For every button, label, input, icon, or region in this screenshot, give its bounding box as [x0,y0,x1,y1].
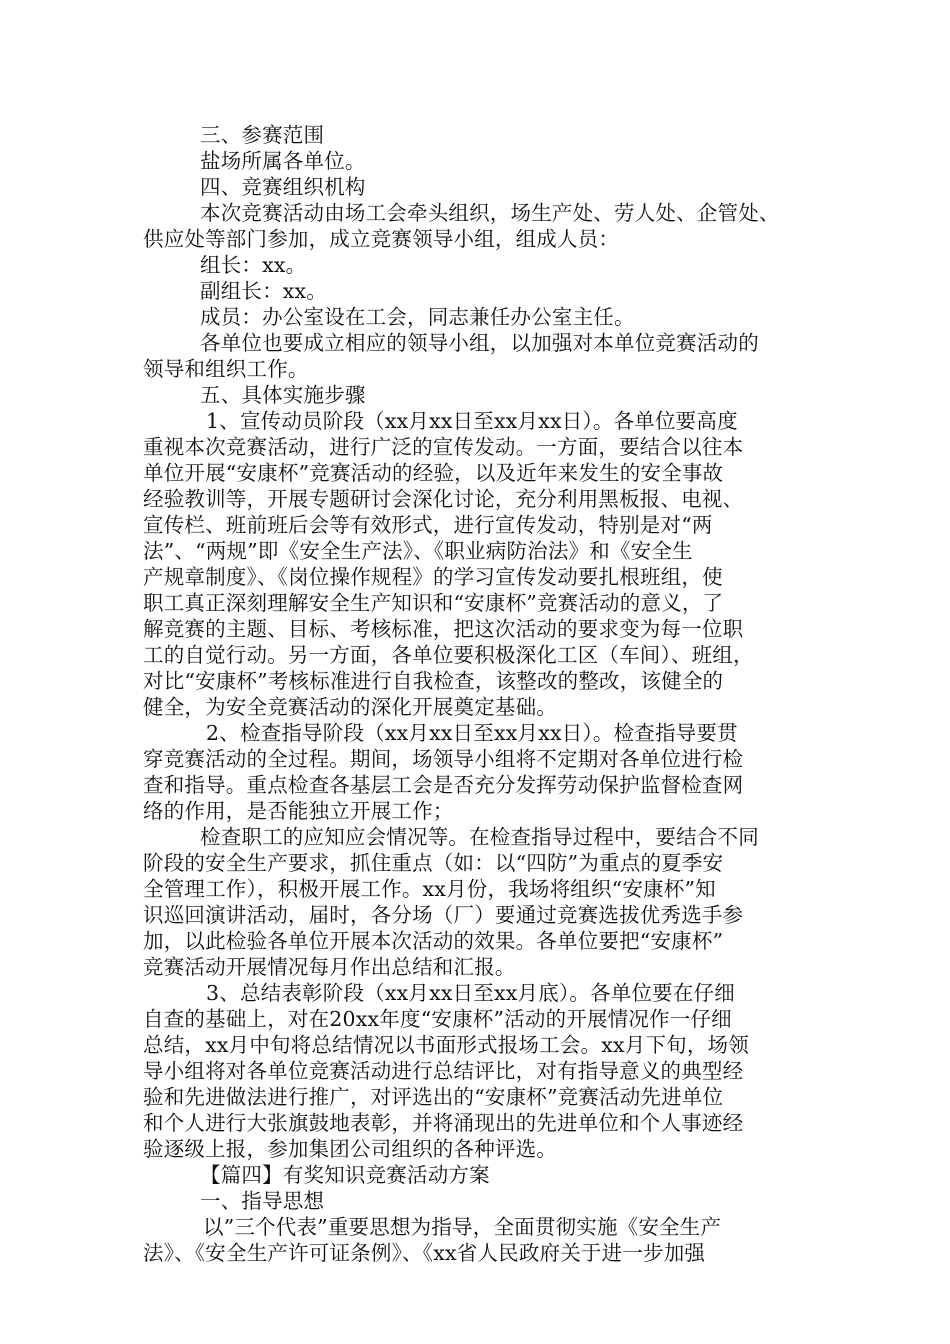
text-line: 经验教训等，开展专题研讨会深化讨论，充分利用黑板报、电视、 [143,487,744,511]
text-line: 3、总结表彰阶段（xx月xx日至xx月底）。各单位要在仔细 [206,981,735,1005]
text-line: 导小组将对各单位竞赛活动进行总结评比，对有指导意义的典型经 [143,1059,744,1083]
text-line: 自查的基础上，对在20xx年度“安康杯”活动的开展情况作一仔细 [143,1007,732,1031]
section-heading-guidance: 一、指导思想 [200,1189,325,1213]
text-line: 副组长：xx。 [200,279,328,303]
text-line: 法”、“两规”即《安全生产法》、《职业病防治法》和《安全生 [143,539,693,563]
text-line: 2、检查指导阶段（xx月xx日至xx月xx日）。检查指导要贯 [206,721,738,745]
article-heading: 【篇四】有奖知识竞赛活动方案 [200,1163,490,1187]
section-heading-scope: 三、参赛范围 [200,123,325,147]
text-line: 以”三个代表”重要思想为指导，全面贯彻实施《安全生产 [203,1215,722,1239]
text-line: 重视本次竞赛活动，进行广泛的宣传发动。一方面，要结合以往本 [143,435,744,459]
section-heading-organization: 四、竞赛组织机构 [200,175,366,199]
text-line: 竞赛活动开展情况每月作出总结和汇报。 [143,955,516,979]
text-line: 工的自觉行动。另一方面，各单位要积极深化工区（车间）、班组， [143,643,754,667]
document-body [143,122,823,1266]
text-line: 本次竞赛活动由场工会牵头组织，场生产处、劳人处、企管处、 [200,201,780,225]
text-line: 盐场所属各单位。 [200,149,366,173]
text-line: 宣传栏、班前班后会等有效形式，进行宣传发动，特别是对“两 [143,513,713,537]
text-line: 各单位也要成立相应的领导小组，以加强对本单位竞赛活动的 [200,331,759,355]
text-line: 全管理工作），积极开展工作。xx月份，我场将组织“安康杯”知 [143,877,716,901]
text-line: 成员：办公室设在工会，同志兼任办公室主任。 [200,305,635,329]
text-line: 职工真正深刻理解安全生产知识和“安康杯”竞赛活动的意义，了 [143,591,724,615]
text-line: 领导和组织工作。 [143,357,309,381]
text-line: 组长：xx。 [200,253,307,277]
text-line: 产规章制度》、《岗位操作规程》的学习宣传发动要扎根班组，使 [143,565,723,589]
text-line: 验和先进做法进行推广，对评选出的“安康杯”竞赛活动先进单位 [143,1085,724,1109]
text-line: 1、宣传动员阶段（xx月xx日至xx月xx日）。各单位要高度 [206,409,738,433]
text-line: 总结，xx月中旬将总结情况以书面形式报场工会。xx月下旬，场领 [143,1033,749,1057]
text-line: 检查职工的应知应会情况等。在检查指导过程中，要结合不同 [200,825,759,849]
text-line: 查和指导。重点检查各基层工会是否充分发挥劳动保护监督检查网 [143,773,744,797]
text-line: 单位开展“安康杯”竞赛活动的经验，以及近年来发生的安全事故 [143,461,724,485]
text-line: 对比“安康杯”考核标准进行自我检查，该整改的整改，该健全的 [143,669,724,693]
text-line: 健全，为安全竞赛活动的深化开展奠定基础。 [143,695,557,719]
text-line: 加，以此检验各单位开展本次活动的效果。各单位要把“安康杯” [143,929,724,953]
text-line: 解竞赛的主题、目标、考核标准，把这次活动的要求变为每一位职 [143,617,744,641]
text-line: 法》、《安全生产许可证条例》、《xx省人民政府关于进一步加强 [143,1241,706,1265]
text-line: 络的作用，是否能独立开展工作； [143,799,454,823]
text-line: 和个人进行大张旗鼓地表彰，并将涌现出的先进单位和个人事迹经 [143,1111,744,1135]
text-line: 识巡回演讲活动，届时，各分场（厂）要通过竞赛选拔优秀选手参 [143,903,744,927]
text-line: 验逐级上报，参加集团公司组织的各种评选。 [143,1137,557,1161]
text-line: 穿竞赛活动的全过程。期间，场领导小组将不定期对各单位进行检 [143,747,744,771]
section-heading-steps: 五、具体实施步骤 [200,383,366,407]
text-line: 阶段的安全生产要求，抓住重点（如：以“四防”为重点的夏季安 [143,851,724,875]
text-line: 供应处等部门参加，成立竞赛领导小组，组成人员： [143,227,620,251]
